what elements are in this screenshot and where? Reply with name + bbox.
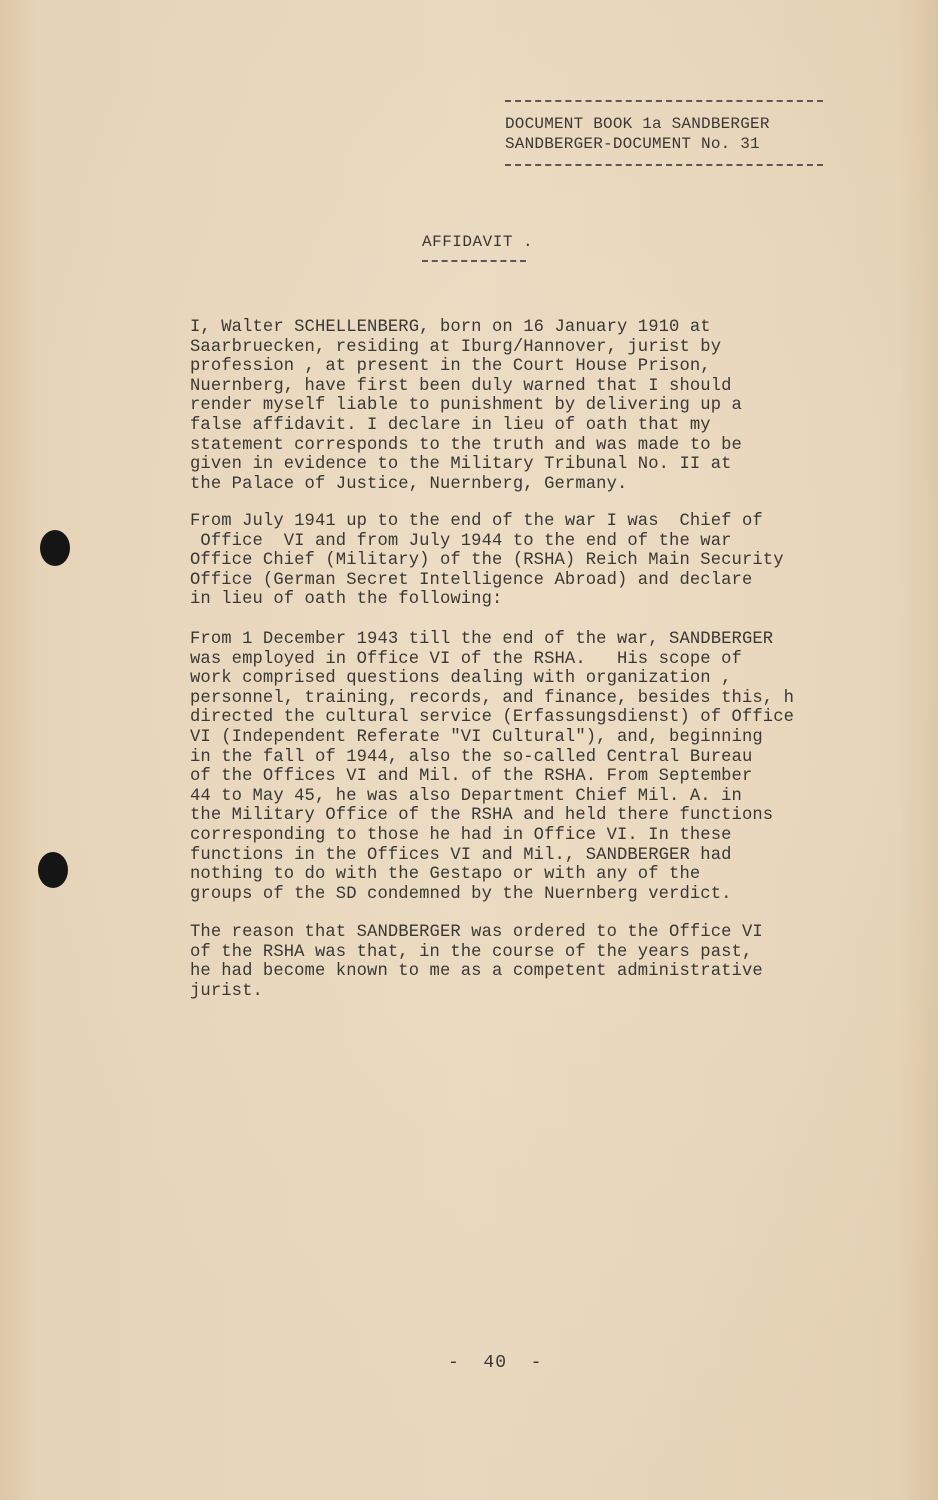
document-header (505, 100, 835, 166)
paragraph-employment: From 1 December 1943 till the end of the war, SANDBERGER was employed in Office VI of the RSHA. His scope of work comprised questions dealing with organization , personnel, training, records, and finance, besides this, h directed the cultural service (Erfassungsdienst) of Office VI (Independent Referate "VI Cultural"), and, beginning in the fall of 1944, also the so-called Central Bureau of the Offices VI and Mil. of the RSHA. From September 44 to May 45, he was also Department Chief Mil. A. in the Military Office of the RSHA and held there functions corresponding to those he had in Office VI. In these functions in the Offices VI and Mil., SANDBERGER had nothing to do with the Gestapo or with any of the groups of the SD condemned by the Nuernberg verdict. (190, 630, 795, 904)
paragraph-position: From July 1941 up to the end of the war I was Chief of Office VI and from July 1944 to the end of the war Office Chief (Military) of the (RSHA) Reich Main Security Office (German Secret Intelligence Abroad) and declare in lieu of oath the following: (190, 512, 784, 610)
punch-hole-bottom (38, 852, 68, 888)
header-rule-top (505, 100, 823, 102)
document-number-line: SANDBERGER-DOCUMENT No. 31 (505, 135, 760, 153)
punch-hole-top (40, 530, 70, 566)
title-underline (422, 260, 526, 262)
document-title: AFFIDAVIT . (422, 233, 534, 251)
paragraph-reason: The reason that SANDBERGER was ordered to the Office VI of the RSHA was that, in the course of the years past, he had become known to me as a competent administrative jurist. (190, 923, 763, 1001)
page-number: - 40 - (448, 1353, 543, 1373)
document-book-line: DOCUMENT BOOK 1a SANDBERGER (505, 115, 770, 133)
paragraph-declarant: I, Walter SCHELLENBERG, born on 16 January 1910 at Saarbruecken, residing at Iburg/Hannover, jurist by profession , at present in the Court House Prison, Nuernberg, have first been duly warned that I should render myself liable to punishment by delivering up a false affidavit. I declare in lieu of oath that my statement corresponds to the truth and was made to be given in evidence to the Military Tribunal No. II at the Palace of Justice, Nuernberg, Germany. (190, 318, 742, 494)
header-rule-bottom (505, 164, 823, 166)
